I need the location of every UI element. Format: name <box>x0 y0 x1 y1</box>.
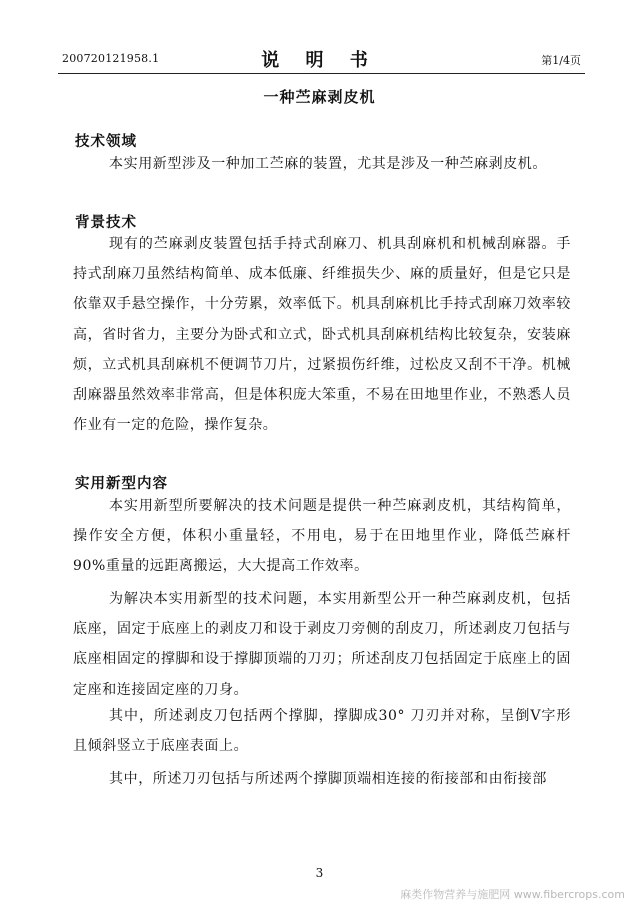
page-info: 第1/4页 <box>541 54 581 67</box>
document-number: 200720121958.1 <box>62 52 160 65</box>
section-heading-tech-field: 技术领域 <box>75 133 137 150</box>
page-number: 3 <box>315 866 324 880</box>
header-rule <box>58 73 585 74</box>
watermark: 麻类作物营养与施肥网 www.fibercrops.com <box>400 888 625 901</box>
paragraph-content-4: 其中，所述刀刃包括与所述两个撑脚顶端相连接的衔接部和由衔接部 <box>109 771 547 787</box>
paragraph-content-1: 本实用新型所要解决的技术问题是提供一种苎麻剥皮机，其结构简单，操作安全方便，体积小重量轻，不用电，易于在田地里作业，降低苎麻杆90%重量的远距离搬运，大大提高工作效率。 <box>73 498 571 575</box>
page-header <box>0 46 639 70</box>
paragraph-tech-field: 本实用新型涉及一种加工苎麻的装置，尤其是涉及一种苎麻剥皮机。 <box>109 156 547 172</box>
paragraph-content-3: 其中，所述剥皮刀包括两个撑脚，撑脚成30° 刀刃并对称，呈倒V字形且倾斜竖立于底座表面上。 <box>73 708 571 755</box>
paragraph-background: 现有的苎麻剥皮装置包括手持式刮麻刀、机具刮麻机和机械刮麻器。手持式刮麻刀虽然结构简单、成本低廉、纤维损失少、麻的质量好，但是它只是依靠双手悬空操作，十分劳累，效率低下。机具刮麻机比手持式刮麻刀效率较高，省时省力，主要分为卧式和立式，卧式机具刮麻机结构比较复杂，安装麻烦，立式机具刮麻机不便调节刀片，过紧损伤纤维，过松皮又刮不干净。机械刮麻器虽然效率非常高，但是体积庞大笨重，不易在田地里作业，不熟悉人员作业有一定的危险，操作复杂。 <box>73 236 571 434</box>
header-title: 说 明 书 <box>261 50 378 71</box>
section-heading-background: 背景技术 <box>75 214 137 231</box>
paragraph-content-2: 为解决本实用新型的技术问题，本实用新型公开一种苎麻剥皮机，包括底座，固定于底座上的剥皮刀和设于剥皮刀旁侧的刮皮刀，所述剥皮刀包括与底座相固定的撑脚和设于撑脚顶端的刀刃；所述刮皮刀包括固定于底座上的固定座和连接固定座的刀身。 <box>73 591 571 698</box>
section-heading-content: 实用新型内容 <box>75 475 168 492</box>
document-title: 一种苎麻剥皮机 <box>263 88 376 106</box>
